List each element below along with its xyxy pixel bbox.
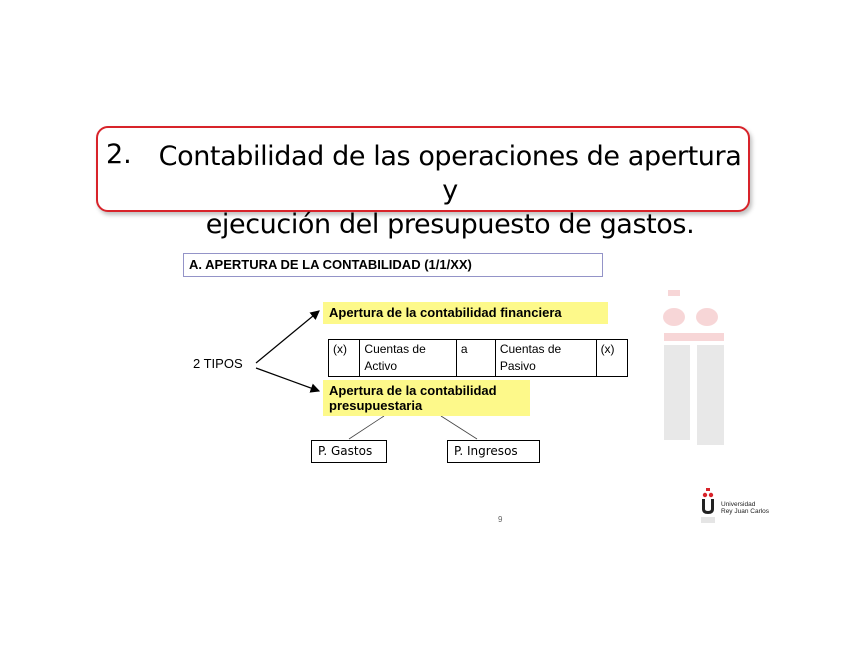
title-line-2: ejecución del presupuesto de gastos. [205,209,695,240]
debe-marker: (x) [329,340,360,377]
university-name-line1: Universidad [721,501,756,508]
entry-separator: a [456,340,495,377]
debe-account-line2: Activo [364,359,398,373]
title-number: 2. [106,139,132,170]
sub-gastos-box: P. Gastos [311,440,387,463]
haber-account-line1: Cuentas de [499,342,562,356]
haber-account-line2: Pasivo [499,359,536,373]
university-name [721,501,769,515]
haber-marker: (x) [596,340,627,377]
branch-presupuestaria-line2: presupuestaria [329,398,423,413]
branch-presupuestaria-line1: Apertura de la contabilidad [329,383,497,398]
branch-financiera: Apertura de la contabilidad financiera [323,302,608,324]
debe-account-line1: Cuentas de [364,342,426,356]
section-heading: A. APERTURA DE LA CONTABILIDAD (1/1/XX) [183,253,603,277]
tipos-label: 2 TIPOS [193,356,243,371]
sub-ingresos-box: P. Ingresos [447,440,540,463]
university-name-line2: Rey Juan Carlos [721,508,770,515]
title-line-1: Contabilidad de las operaciones de apertura y [158,141,742,206]
page-number: 9 [498,515,503,524]
